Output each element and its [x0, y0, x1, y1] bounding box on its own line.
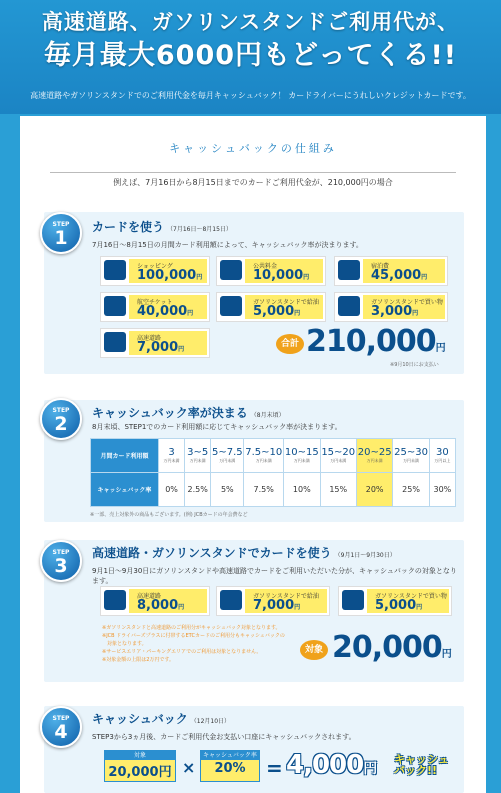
step2-footnote: ※一部、売上対象外の商品もございます。(例) JCBカードの年会費など [90, 512, 248, 518]
rate-range: 15~20 万円未満 [320, 439, 356, 473]
building-icon [338, 260, 360, 280]
step2-title: キャッシュバック率が決まる （8月末頃） [92, 406, 285, 420]
rate-table-head-amount: 月間カード利用額 [91, 439, 159, 473]
step3-item-gs-shop: ガソリンスタンドで買い物 5,000円 [338, 586, 452, 616]
rate-range: 10~15 万円未満 [284, 439, 320, 473]
shop-cart-icon [338, 296, 360, 316]
step3-note-2: ※JCB ドライバーズプラスに付帯するETCカードのご利用分もキャッシュバックの [102, 633, 285, 639]
step1-item-fuel: ガソリンスタンドで給油 5,000円 [216, 292, 326, 322]
equals-sign: = [266, 756, 283, 780]
times-sign: × [182, 758, 196, 777]
rate-table [90, 438, 456, 507]
car-icon [104, 332, 126, 352]
step1-item-utilities: 公共料金 10,000円 [216, 256, 326, 286]
step4-cashback-tag: キャッシュ バック!! [394, 753, 449, 777]
step4-target-box: 対象 20,000円 [104, 750, 176, 782]
step3-note-3: 対象となります。 [102, 641, 147, 647]
step3-target-value: 20,000円 [332, 630, 451, 665]
panel-example: 例えば、7月16日から8月15日までのカードご利用代金が、210,000円の場合 [50, 172, 456, 188]
step1-item-gs-shop: ガソリンスタンドで買い物 3,000円 [334, 292, 448, 322]
step3-section [44, 540, 464, 682]
step1-desc: 7月16日～8月15日の月間カード利用額によって、キャッシュバック率が決まります。 [92, 241, 363, 249]
rate-table-row-rate [91, 473, 456, 507]
rate-range-highlight: 20~25 万円未満 [356, 439, 392, 473]
faucet-icon [220, 260, 242, 280]
step4-badge: STEP 4 [40, 706, 82, 748]
cart-icon [104, 260, 126, 280]
rate-value: 2.5% [185, 473, 211, 507]
step2-desc: 8月末頃、STEP1でのカード利用額に応じてキャッシュバック率が決まります。 [92, 423, 342, 431]
headline-line1: 高速道路、ガソリンスタンドご利用代が、 [41, 10, 460, 34]
rate-value: 15% [320, 473, 356, 507]
shop-cart-icon [342, 590, 364, 610]
rate-value: 10% [284, 473, 320, 507]
step1-total-label: 合計 [276, 334, 304, 354]
rate-range: 7.5~10 万円未満 [244, 439, 284, 473]
step1-section [44, 212, 464, 374]
rate-value: 25% [393, 473, 429, 507]
step3-target-label: 対象 [300, 640, 328, 660]
car-icon [104, 590, 126, 610]
step1-item-air: 航空チケット 40,000円 [100, 292, 210, 322]
step4-result: 4,000円 [286, 750, 377, 780]
rate-value-highlight: 20% [356, 473, 392, 507]
step4-section [44, 706, 464, 793]
step4-rate-box: キャッシュバック率 20% [200, 750, 260, 782]
rate-range: 3~5 万円未満 [185, 439, 211, 473]
step1-note: ※9月10日にお支払い [390, 362, 439, 368]
step1-item-shopping: ショッピング 100,000円 [100, 256, 210, 286]
panel-title: キャッシュバックの仕組み [169, 142, 337, 155]
step3-note-5: ※対象金額の上限は2万円です。 [102, 657, 174, 663]
header-banner [0, 0, 501, 114]
headline-line2: 毎月最大6000円もどってくる!! [43, 40, 458, 71]
step3-title: 高速道路・ガソリンスタンドでカードを使う （9月1日～9月30日） [92, 546, 396, 560]
rate-range: 3 万円未満 [158, 439, 184, 473]
rate-value: 0% [158, 473, 184, 507]
rate-range: 30 万円以上 [429, 439, 455, 473]
step3-note-1: ※ガソリンスタンドと高速道路のご利用分がキャッシュバック対象となります。 [102, 625, 281, 631]
rate-table-row-amount [91, 439, 456, 473]
plane-icon [104, 296, 126, 316]
rate-value: 7.5% [244, 473, 284, 507]
step3-item-fuel: ガソリンスタンドで給油 7,000円 [216, 586, 330, 616]
step2-section [44, 400, 464, 522]
step3-desc: 9月1日～9月30日にガソリンスタンドや高速道路でカードをご利用いただいた分が、キャッシュバックの対象となります。 [92, 567, 457, 585]
rate-value: 5% [211, 473, 244, 507]
rate-range: 5~7.5 万円未満 [211, 439, 244, 473]
step1-item-hotel: 宿泊費 45,000円 [334, 256, 448, 286]
rate-range: 25~30 万円未満 [393, 439, 429, 473]
step4-desc: STEP3から3ヵ月後、カードご利用代金お支払い口座にキャッシュバックされます。 [92, 733, 356, 741]
rate-value: 30% [429, 473, 455, 507]
step1-total-value: 210,000円 [306, 324, 445, 359]
rate-table-head-rate: キャッシュバック率 [91, 473, 159, 507]
fuel-pump-icon [220, 590, 242, 610]
step1-item-highway: 高速道路 7,000円 [100, 328, 210, 358]
step4-title: キャッシュバック （12月10日） [92, 712, 231, 726]
step2-badge: STEP 2 [40, 398, 82, 440]
headline-subtext: 高速道路やガソリンスタンドでのご利用代金を毎月キャッシュバック！ カードライバーにうれしいクレジットカードです。 [30, 91, 471, 100]
step1-title: カードを使う （7月16日～8月15日） [92, 220, 232, 234]
fuel-pump-icon [220, 296, 242, 316]
step3-note-4: ※サービスエリア・パーキングエリアでのご利用は対象となりません。 [102, 649, 262, 655]
step1-badge: STEP 1 [40, 212, 82, 254]
step3-badge: STEP 3 [40, 540, 82, 582]
step3-item-highway: 高速道路 8,000円 [100, 586, 210, 616]
